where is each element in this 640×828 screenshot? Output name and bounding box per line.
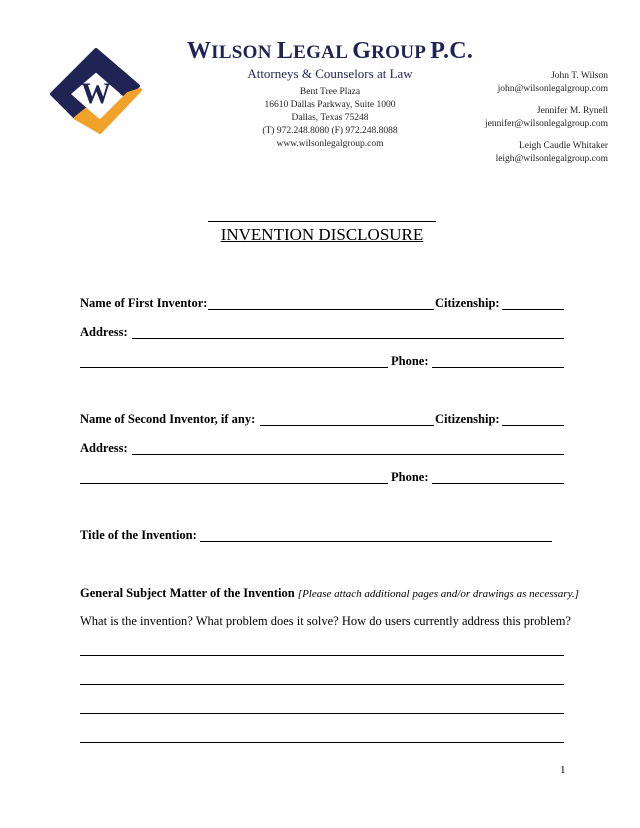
invention-question: What is the invention? What problem does it solve? How do users currently address this problem? <box>80 614 571 628</box>
second-address-line2-field[interactable] <box>80 483 388 484</box>
contact-email: john@wilsonlegalgroup.com <box>497 83 608 94</box>
invention-title-field[interactable] <box>200 541 552 542</box>
second-inventor-label: Name of Second Inventor, if any: <box>80 412 256 426</box>
second-phone-label: Phone: <box>391 470 429 484</box>
answer-line-1[interactable] <box>80 655 564 656</box>
answer-line-3[interactable] <box>80 713 564 714</box>
first-inventor-label: Name of First Inventor: <box>80 296 208 310</box>
first-address-field[interactable] <box>132 338 564 339</box>
second-inventor-row <box>80 412 255 427</box>
second-address-label: Address: <box>80 441 128 455</box>
firm-tagline: Attorneys & Counselors at Law <box>247 66 413 81</box>
contact-name: Jennifer M. Rynell <box>536 106 608 116</box>
contact-email: jennifer@wilsonlegalgroup.com <box>485 118 608 129</box>
second-inventor-name-field[interactable] <box>260 425 434 426</box>
first-address-line2-field[interactable] <box>80 367 388 368</box>
second-phone-field[interactable] <box>432 483 564 484</box>
logo-letter: W <box>81 77 111 110</box>
answer-line-4[interactable] <box>80 742 564 743</box>
wilson-legal-group-logo <box>46 46 146 138</box>
contact-email: leigh@wilsonlegalgroup.com <box>495 153 608 164</box>
firm-name: WILSON LEGAL GROUP P.C. <box>186 38 474 64</box>
document-title: INVENTION DISCLOSURE <box>220 225 424 244</box>
contact-name: John T. Wilson <box>551 71 608 81</box>
title-rule <box>208 221 436 222</box>
firm-address: Bent Tree Plaza 16610 Dallas Parkway, Suite 1000 Dallas, Texas 75248 (T) 972.248.8080 (F) 972.248.8088 www.wilsonlegalgroup.com <box>200 86 460 151</box>
second-citizenship-label: Citizenship: <box>435 412 500 426</box>
contact-name: Leigh Caudle Whitaker <box>519 141 608 151</box>
first-citizenship-field[interactable] <box>502 309 564 310</box>
answer-line-2[interactable] <box>80 684 564 685</box>
attorney-contacts <box>408 70 608 165</box>
invention-title-label: Title of the Invention: <box>80 528 197 542</box>
page-number: 1 <box>560 764 566 776</box>
subject-matter-hint: [Please attach additional pages and/or drawings as necessary.] <box>297 588 579 600</box>
first-inventor-row <box>80 296 207 311</box>
first-inventor-name-field[interactable] <box>208 309 434 310</box>
second-citizenship-field[interactable] <box>502 425 564 426</box>
second-address-field[interactable] <box>132 454 564 455</box>
first-address-label: Address: <box>80 325 128 339</box>
first-citizenship-label: Citizenship: <box>435 296 500 310</box>
firm-website: www.wilsonlegalgroup.com <box>276 139 384 149</box>
first-phone-label: Phone: <box>391 354 429 368</box>
subject-matter-heading: General Subject Matter of the Invention [Please attach additional pages and/or drawings as necessary.] <box>80 586 579 600</box>
first-phone-field[interactable] <box>432 367 564 368</box>
